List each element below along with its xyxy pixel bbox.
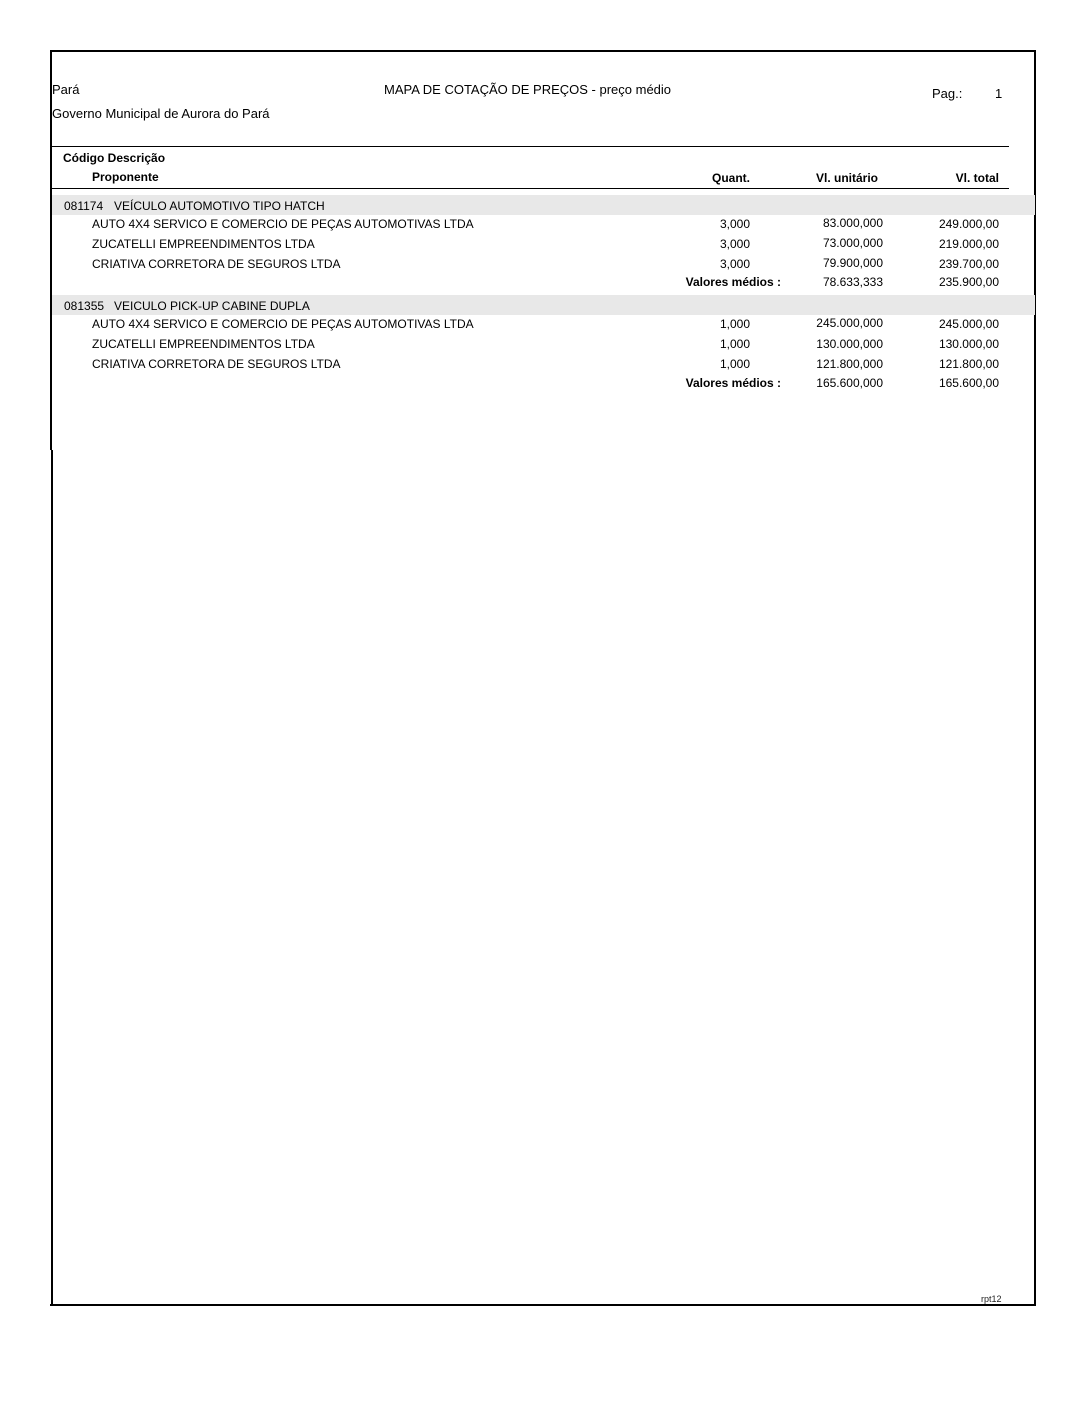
page-label: Pag.: bbox=[932, 86, 963, 101]
table-row-quant: 3,000 bbox=[719, 257, 750, 271]
table-row-unit: 121.800,000 bbox=[816, 357, 883, 371]
item-description: VEÍCULO AUTOMOTIVO TIPO HATCH bbox=[114, 199, 325, 213]
table-row-proponent: ZUCATELLI EMPREENDIMENTOS LTDA bbox=[92, 337, 315, 351]
table-row-proponent: AUTO 4X4 SERVICO E COMERCIO DE PEÇAS AUTOMOTIVAS LTDA bbox=[92, 317, 474, 331]
column-unit-value: Vl. unitário bbox=[815, 171, 878, 185]
table-row-unit: 130.000,000 bbox=[816, 337, 883, 351]
column-quant: Quant. bbox=[712, 171, 750, 185]
table-row-quant: 3,000 bbox=[719, 217, 750, 231]
table-row-quant: 1,000 bbox=[719, 357, 750, 371]
header-top-rule bbox=[52, 146, 1009, 147]
state-name: Pará bbox=[52, 82, 80, 97]
page-number: 1 bbox=[995, 86, 1003, 101]
average-unit: 78.633,333 bbox=[822, 275, 883, 289]
average-label: Valores médios : bbox=[685, 376, 781, 390]
item-description: VEICULO PICK-UP CABINE DUPLA bbox=[114, 299, 310, 313]
table-row-total: 245.000,00 bbox=[938, 317, 999, 331]
table-row-total: 121.800,00 bbox=[938, 357, 999, 371]
average-label: Valores médios : bbox=[685, 275, 781, 289]
column-proponent: Proponente bbox=[92, 170, 159, 184]
table-row-unit: 73.000,000 bbox=[822, 236, 883, 250]
item-code: 081355 bbox=[64, 299, 105, 313]
table-row-total: 249.000,00 bbox=[938, 217, 999, 231]
table-row-quant: 3,000 bbox=[719, 237, 750, 251]
table-row-total: 239.700,00 bbox=[938, 257, 999, 271]
table-row-proponent: ZUCATELLI EMPREENDIMENTOS LTDA bbox=[92, 237, 315, 251]
average-total: 165.600,00 bbox=[938, 376, 999, 390]
table-row-total: 130.000,00 bbox=[938, 337, 999, 351]
item-code: 081174 bbox=[64, 199, 104, 213]
table-row-unit: 245.000,000 bbox=[816, 316, 883, 330]
average-unit: 165.600,000 bbox=[816, 376, 883, 390]
average-total: 235.900,00 bbox=[938, 275, 999, 289]
column-total-value: Vl. total bbox=[955, 171, 999, 185]
table-row-quant: 1,000 bbox=[719, 337, 750, 351]
header-bottom-rule bbox=[52, 188, 1009, 189]
table-row-quant: 1,000 bbox=[719, 317, 750, 331]
table-row-total: 219.000,00 bbox=[938, 237, 999, 251]
report-id: rpt12 bbox=[981, 1294, 1002, 1304]
table-row-proponent: CRIATIVA CORRETORA DE SEGUROS LTDA bbox=[92, 257, 341, 271]
table-row-proponent: AUTO 4X4 SERVICO E COMERCIO DE PEÇAS AUTOMOTIVAS LTDA bbox=[92, 217, 474, 231]
government-name: Governo Municipal de Aurora do Pará bbox=[52, 106, 270, 121]
page-border-left-bottom bbox=[51, 450, 53, 1306]
report-title: MAPA DE COTAÇÃO DE PREÇOS - preço médio bbox=[384, 82, 672, 97]
table-row-unit: 79.900,000 bbox=[822, 256, 883, 270]
table-row-unit: 83.000,000 bbox=[822, 216, 883, 230]
column-code-description: Código Descrição bbox=[63, 151, 166, 165]
table-row-proponent: CRIATIVA CORRETORA DE SEGUROS LTDA bbox=[92, 357, 341, 371]
